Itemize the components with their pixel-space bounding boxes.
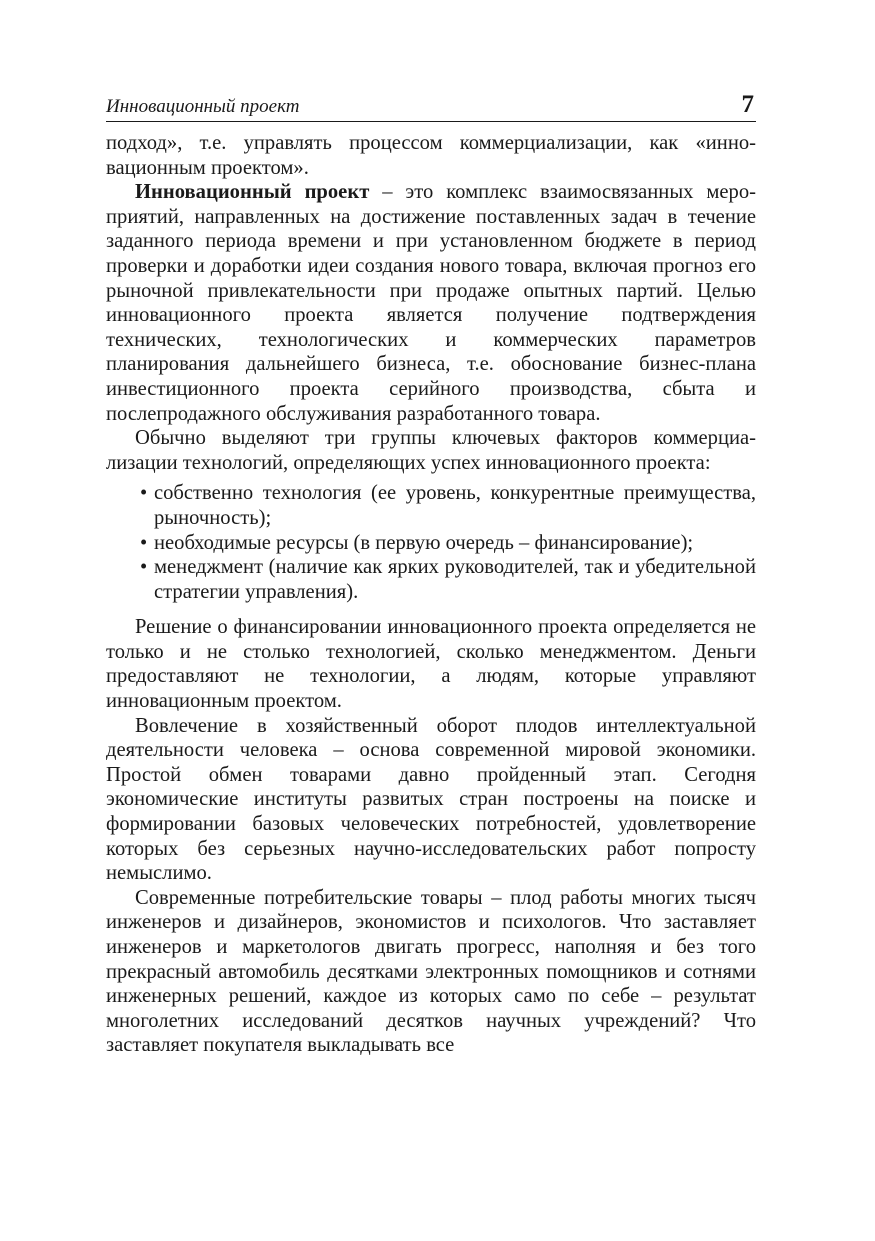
- paragraph-continued: подход», т.е. управлять процессом коммерциализации, как «инновационным проектом».: [106, 132, 756, 179]
- running-header: [106, 86, 756, 122]
- list-item-text: необходимые ресурсы (в первую очередь – финансирование);: [154, 531, 694, 554]
- paragraph-financing: Решение о финансировании инновационного проекта определяется не только и не столько технологией, сколько менеджментом. Деньги предоставляют не технологии, а людям, которые управляют инновационным проектом.: [106, 616, 756, 713]
- running-title: Инновационный проект: [106, 96, 300, 117]
- definition-text: – это комплекс взаимосвязанных мероприятий, направленных на достижение поставленных задач в течение заданного периода времени и при установленном бюджете в период проверки и доработки идеи создания нового товара, включая прогноз его рыночной привлекательности при продаже опытных партий. Целью инновационного проекта является получение подтверждения технических, технологических и коммерческих параметров планирования дальнейшего бизнеса, т.е. обоснование бизнес-плана инвестиционного проекта серийного производства, сбыта и послепродажного обслуживания разработанного товара.: [106, 181, 756, 425]
- paragraph-consumer-goods: Современные потребительские товары – плод работы многих тысяч инженеров и дизайнеров, экономистов и психологов. Что заставляет инженеров и маркетологов двигать прогресс, наполняя и без того прекрасный автомобиль десятками электронных помощников и сотнями инженерных решений, каждое из которых само по себе – результат многолетних исследований десятков научных учреждений? Что заставляет покупателя выкладывать все: [106, 886, 756, 1057]
- body-text: [106, 131, 756, 1058]
- list-item: [140, 531, 756, 556]
- bullet-icon: •: [140, 482, 148, 505]
- paragraph-factors-intro: Обычно выделяют три группы ключевых факторов коммерциализации технологий, определяющих успех инновационного проекта:: [106, 427, 756, 474]
- defined-term: Инновационный проект: [135, 181, 370, 204]
- paragraph-economy: Вовлечение в хозяйственный оборот плодов интеллектуальной деятельности человека – основа современной мировой экономики. Простой обмен товарами давно пройденный этап. Сегодня экономические институты развитых стран построены на поиске и формировании базовых человеческих потребностей, удовлетворение которых без серьезных научно-исследовательских работ попросту немыслимо.: [106, 714, 756, 885]
- factors-list: [106, 481, 756, 604]
- list-item-text: менеджмент (наличие как ярких руководителей, так и убедительной стратегии управления).: [154, 556, 756, 603]
- list-item-text: собственно технология (ее уровень, конкурентные преимущества, рыночность);: [154, 482, 756, 529]
- page-number: 7: [741, 91, 754, 118]
- list-item: [140, 555, 756, 604]
- paragraph-definition: [106, 180, 756, 426]
- bullet-icon: •: [140, 531, 148, 554]
- list-item: [140, 481, 756, 530]
- bullet-icon: •: [140, 556, 148, 579]
- book-page: [106, 86, 756, 1058]
